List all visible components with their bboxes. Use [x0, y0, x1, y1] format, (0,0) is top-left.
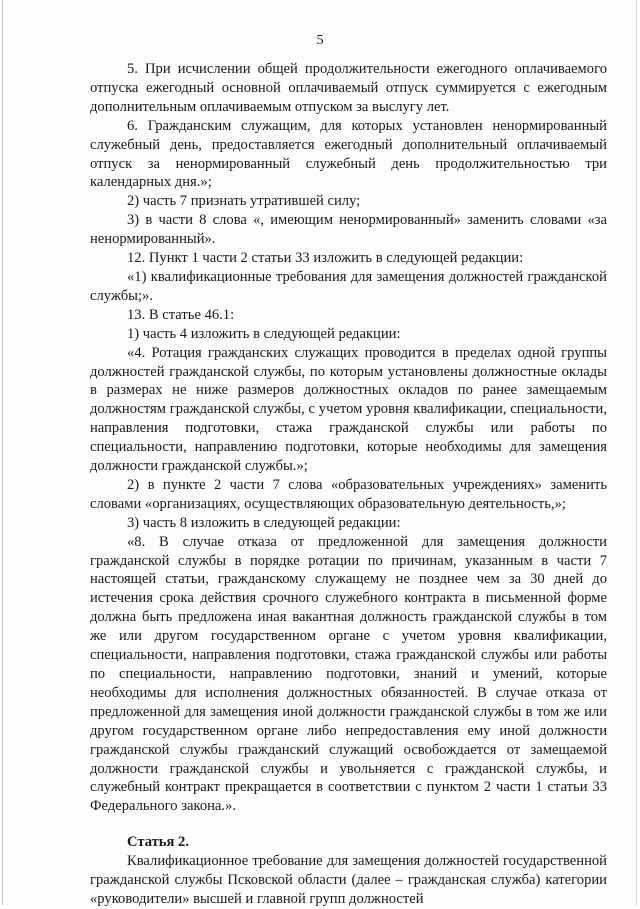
paragraph-part-7: 2) часть 7 признать утратившей силу; — [127, 193, 361, 210]
paragraph-part-4-intro: 1) часть 4 изложить в следующей редакции: — [127, 325, 401, 342]
paragraph-part-8-words: 3) в части 8 слова «, имеющим ненормированный» заменить словами «за ненормированный». — [90, 212, 607, 248]
article-paragraph: Квалификационное требование для замещения должностей государственной гражданской службы Псковской области (далее – гражданская служба) категории «руководители» высшей и главной групп должностей — [90, 853, 607, 907]
document-body — [90, 60, 607, 909]
paragraph-qualification-requirements: «1) квалификационные требования для замещения должностей гражданской службы;». — [90, 268, 607, 304]
page-number: 5 — [316, 33, 324, 48]
page-left-edge — [2, 0, 3, 905]
paragraph-point-13: 13. В статье 46.1: — [127, 306, 235, 323]
paragraph-part-7-words: 2) в пункте 2 части 7 слова «образовательных учреждениях» заменить словами «организациях, осуществляющих образовательную деятельность,»; — [90, 476, 607, 512]
page-right-edge — [636, 0, 637, 905]
article-heading: Статья 2. — [127, 834, 189, 851]
paragraph-rotation-text: «4. Ротация гражданских служащих проводится в пределах одной группы должностей гражданской службы, по которым установлены должностные оклады в размерах не ниже размеров должностных окладов по ранее замещаемым должностям гражданской службы, с учетом уровня квалификации, специальности, направления подготовки, стажа гражданской службы или работы по специальности, направлению подготовки, которые необходимы для замещения должности гражданской службы.»; — [90, 344, 607, 475]
paragraph-part-8-intro: 3) часть 8 изложить в следующей редакции: — [127, 514, 401, 531]
paragraph-point-12: 12. Пункт 1 части 2 статьи 33 изложить в следующей редакции: — [127, 250, 524, 267]
paragraph-refusal-text: «8. В случае отказа от предложенной для замещения должности гражданской службы в порядке ротации по причинам, указанным в части 7 настоящей статьи, гражданскому служащему не позднее чем за 30 дней до истечения срока действия срочного служебного контракта в письменной форме должна быть предложена иная вакантная должность гражданской службы в том же или другом государственном органе с учетом уровня квалификации, специальности, направления подготовки, стажа гражданской службы или работы по специальности, направлению подготовки, знаний и умений, которые необходимы для исполнения должностных обязанностей. В случае отказа от предложенной для замещения иной должности гражданской службы в том же или другом государственном органе либо непредоставления ему иной должности гражданской службы гражданский служащий освобождается от замещаемой должности гражданской службы и увольняется с гражданской службы, и служебный контракт прекращается в соответствии с пунктом 2 части 1 статьи 33 Федерального закона.». — [90, 533, 607, 815]
paragraph-item-6: 6. Гражданским служащим, для которых установлен ненормированный служебный день, предоставляется ежегодный дополнительный оплачиваемый отпуск за ненормированный служебный день продолжительностью три календарных дня.»; — [90, 117, 607, 191]
paragraph-item-5: 5. При исчислении общей продолжительности ежегодного оплачиваемого отпуска ежегодный основной оплачиваемый отпуск суммируется с ежегодным дополнительным оплачиваемым отпуском за выслугу лет. — [90, 61, 607, 115]
